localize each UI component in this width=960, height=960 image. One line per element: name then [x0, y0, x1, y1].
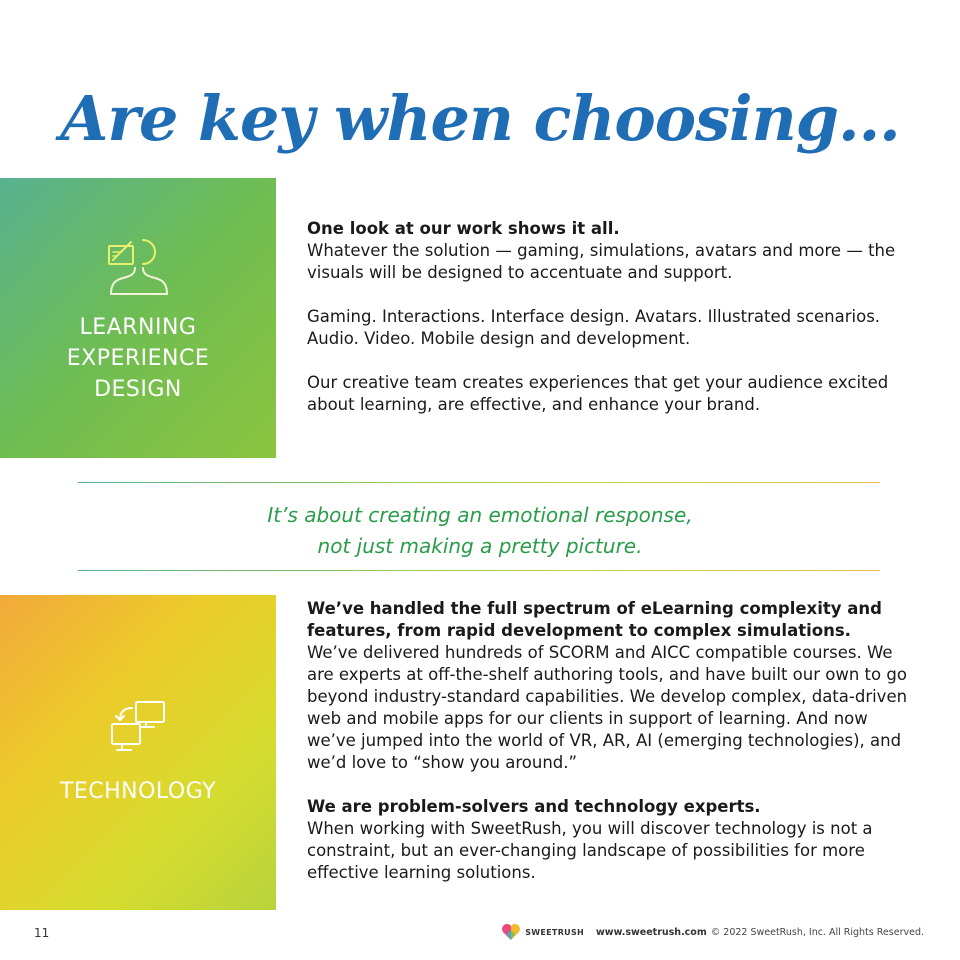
paragraph: Gaming. Interactions. Interface design. Avatars. Illustrated scenarios. Audio. Video. Mobile design and development. — [307, 307, 881, 348]
designer-tablet-icon — [103, 232, 173, 296]
technology-panel — [0, 595, 276, 910]
brand-name: SWEETRUSH — [525, 927, 585, 937]
learning-experience-design-text — [307, 218, 917, 438]
copyright: © 2022 SweetRush, Inc. All Rights Reserved. — [710, 926, 924, 938]
divider-bottom — [78, 570, 880, 571]
paragraph: We’ve handled the full spectrum of eLearning complexity and features, from rapid development to complex simulations. We’ve delivered hundreds of SCORM and AICC compatible courses. We are experts at off-the-shelf authoring tools, and have built our own to go beyond industry-standard capabilities. We develop complex, data-driven web and mobile apps for our clients in support of learning. And now we’ve jumped into the world of VR, AR, AI (emerging technologies), and we’d love to “show you around.” — [307, 598, 917, 774]
lead-sentence: We’ve handled the full spectrum of eLearning complexity and features, from rapid development to complex simulations. — [307, 599, 882, 640]
page-number: 11 — [34, 926, 50, 940]
lead-sentence: We are problem-solvers and technology experts. — [307, 797, 761, 816]
paragraph: Our creative team creates experiences that get your audience excited about learning, are effective, and enhance your brand. — [307, 373, 889, 414]
learning-experience-design-panel — [0, 178, 276, 458]
paragraph: We are problem-solvers and technology experts. When working with SweetRush, you will discover technology is not a constraint, but an ever-changing landscape of possibilities for more effective learning solutions. — [307, 796, 917, 884]
footer — [501, 922, 924, 942]
panel-label: TECHNOLOGY — [59, 779, 217, 804]
technology-text — [307, 598, 917, 906]
website-link[interactable]: www.sweetrush.com — [596, 926, 707, 938]
pull-quote: It’s about creating an emotional response, not just making a pretty picture. — [267, 503, 693, 558]
connected-monitors-icon — [106, 698, 170, 758]
sweetrush-logo-icon — [501, 922, 521, 942]
lead-sentence: One look at our work shows it all. — [307, 219, 620, 238]
page-title: Are key when choosing... — [60, 81, 900, 155]
divider-top — [78, 482, 880, 483]
paragraph: One look at our work shows it all. Whatever the solution — gaming, simulations, avatars and more — the visuals will be designed to accentuate and support. — [307, 218, 917, 284]
panel-label: LEARNING EXPERIENCE DESIGN — [66, 314, 210, 402]
